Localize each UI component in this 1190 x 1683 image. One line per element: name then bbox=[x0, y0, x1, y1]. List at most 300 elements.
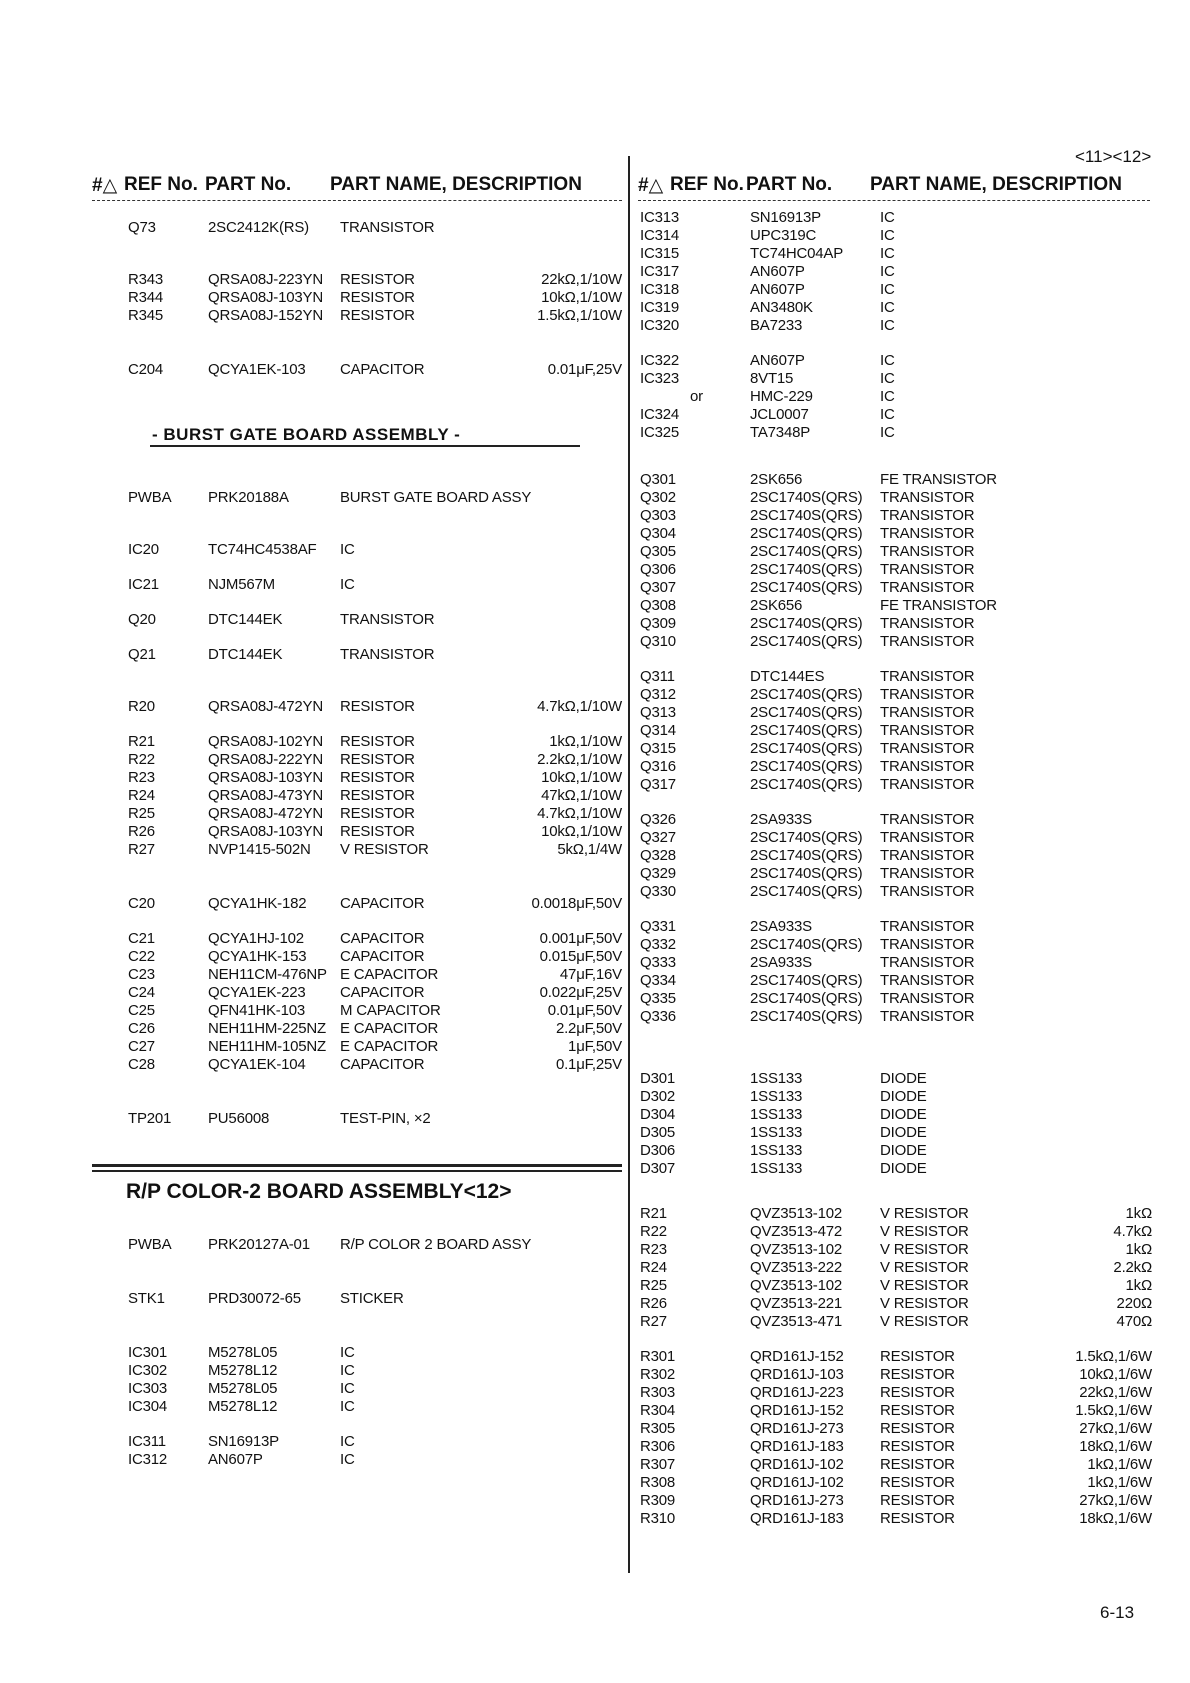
table-row bbox=[638, 543, 1152, 561]
cell-name: TRANSISTOR bbox=[880, 811, 975, 828]
cell-ref: R22 bbox=[128, 751, 155, 768]
cell-part: QVZ3513-222 bbox=[750, 1259, 843, 1276]
cell-ref: C25 bbox=[128, 1002, 155, 1019]
column-header bbox=[92, 170, 632, 200]
table-row bbox=[92, 611, 622, 629]
cell-name: V RESISTOR bbox=[880, 1223, 969, 1240]
cell-ref: C26 bbox=[128, 1020, 155, 1037]
table-row bbox=[92, 751, 622, 769]
cell-part: 2SC1740S(QRS) bbox=[750, 543, 863, 560]
cell-part: 2SC1740S(QRS) bbox=[750, 865, 863, 882]
cell-ref: Q302 bbox=[640, 489, 676, 506]
table-row bbox=[638, 1106, 1152, 1124]
cell-name: RESISTOR bbox=[880, 1492, 955, 1509]
cell-name: DIODE bbox=[880, 1070, 927, 1087]
cell-part: 2SC1740S(QRS) bbox=[750, 1008, 863, 1025]
cell-name: TRANSISTOR bbox=[880, 972, 975, 989]
header-part-name: PART NAME, DESCRIPTION bbox=[330, 174, 582, 195]
cell-desc: 10kΩ,1/10W bbox=[541, 823, 622, 840]
cell-name: TRANSISTOR bbox=[880, 990, 975, 1007]
cell-part: NEH11HM-105NZ bbox=[208, 1038, 326, 1055]
table-row bbox=[92, 219, 622, 237]
cell-ref: Q311 bbox=[640, 668, 675, 685]
table-row bbox=[638, 525, 1152, 543]
header-ref-no: REF No. bbox=[670, 174, 744, 195]
cell-part: 2SA933S bbox=[750, 954, 812, 971]
cell-ref: IC303 bbox=[128, 1380, 168, 1397]
cell-name: RESISTOR bbox=[340, 289, 415, 306]
cell-ref: Q326 bbox=[640, 811, 676, 828]
cell-name: BURST GATE BOARD ASSY bbox=[340, 489, 532, 506]
cell-name: DIODE bbox=[880, 1088, 927, 1105]
cell-ref: R24 bbox=[128, 787, 155, 804]
cell-desc: 0.0018μF,50V bbox=[531, 895, 622, 912]
cell-name: V RESISTOR bbox=[880, 1259, 969, 1276]
cell-part: 2SC1740S(QRS) bbox=[750, 489, 863, 506]
table-row bbox=[92, 1056, 622, 1074]
cell-name: TRANSISTOR bbox=[880, 936, 975, 953]
table-row bbox=[92, 289, 622, 307]
right-list bbox=[638, 201, 1152, 1528]
header-mark: #△ bbox=[92, 175, 118, 196]
cell-part: QRSA08J-473YN bbox=[208, 787, 323, 804]
cell-name: IC bbox=[880, 352, 895, 369]
table-row bbox=[638, 1241, 1152, 1259]
cell-ref: Q317 bbox=[640, 776, 676, 793]
cell-ref: R306 bbox=[640, 1438, 676, 1455]
cell-name: V RESISTOR bbox=[880, 1313, 969, 1330]
cell-name: CAPACITOR bbox=[340, 361, 425, 378]
cell-name: RESISTOR bbox=[880, 1456, 955, 1473]
table-row bbox=[638, 1295, 1152, 1313]
cell-part: AN607P bbox=[750, 352, 805, 369]
cell-part: M5278L05 bbox=[208, 1380, 278, 1397]
cell-ref: Q308 bbox=[640, 597, 676, 614]
cell-part: 2SC1740S(QRS) bbox=[750, 936, 863, 953]
cell-name: E CAPACITOR bbox=[340, 1020, 439, 1037]
cell-desc: 1kΩ bbox=[1125, 1277, 1152, 1294]
page-number: 6-13 bbox=[1100, 1603, 1135, 1622]
cell-name: IC bbox=[340, 1451, 355, 1468]
cell-ref: Q336 bbox=[640, 1008, 676, 1025]
rp-color-list bbox=[92, 1214, 622, 1469]
cell-name: TRANSISTOR bbox=[880, 615, 975, 632]
cell-ref: Q307 bbox=[640, 579, 676, 596]
cell-name: IC bbox=[880, 406, 895, 423]
cell-name: TRANSISTOR bbox=[880, 758, 975, 775]
cell-part: UPC319C bbox=[750, 227, 817, 244]
cell-name: RESISTOR bbox=[340, 769, 415, 786]
cell-ref: R21 bbox=[128, 733, 155, 750]
cell-part: QRSA08J-103YN bbox=[208, 823, 323, 840]
cell-name: RESISTOR bbox=[880, 1510, 955, 1527]
table-row bbox=[638, 489, 1152, 507]
table-row bbox=[92, 895, 622, 913]
cell-name: IC bbox=[880, 209, 895, 226]
cell-desc: 10kΩ,1/10W bbox=[541, 769, 622, 786]
cell-ref: TP201 bbox=[128, 1110, 172, 1127]
cell-part: 2SC2412K(RS) bbox=[208, 219, 309, 236]
cell-ref: Q330 bbox=[640, 883, 676, 900]
cell-name: RESISTOR bbox=[880, 1348, 955, 1365]
cell-name: TRANSISTOR bbox=[880, 633, 975, 650]
cell-ref: R26 bbox=[128, 823, 155, 840]
cell-part: QVZ3513-102 bbox=[750, 1277, 843, 1294]
cell-ref: D307 bbox=[640, 1160, 676, 1177]
cell-name: TRANSISTOR bbox=[340, 611, 435, 628]
cell-ref: IC320 bbox=[640, 317, 680, 334]
cell-part: 2SC1740S(QRS) bbox=[750, 722, 863, 739]
cell-ref: R302 bbox=[640, 1366, 676, 1383]
cell-ref: IC304 bbox=[128, 1398, 168, 1415]
cell-ref: IC325 bbox=[640, 424, 680, 441]
table-row bbox=[92, 1362, 622, 1380]
table-row bbox=[638, 1277, 1152, 1295]
cell-ref: R309 bbox=[640, 1492, 676, 1509]
cell-desc: 0.022μF,25V bbox=[539, 984, 622, 1001]
cell-part: QCYA1HK-182 bbox=[208, 895, 307, 912]
cell-name: TRANSISTOR bbox=[880, 722, 975, 739]
left-column bbox=[92, 170, 632, 1469]
cell-name: RESISTOR bbox=[880, 1438, 955, 1455]
cell-ref: IC21 bbox=[128, 576, 159, 593]
cell-name: RESISTOR bbox=[880, 1474, 955, 1491]
table-row bbox=[92, 1236, 622, 1254]
cell-part: SN16913P bbox=[208, 1433, 279, 1450]
cell-ref: Q314 bbox=[640, 722, 676, 739]
cell-part: QRD161J-102 bbox=[750, 1474, 844, 1491]
cell-name: E CAPACITOR bbox=[340, 966, 439, 983]
table-row bbox=[638, 317, 1152, 335]
table-row bbox=[638, 1259, 1152, 1277]
cell-name: DIODE bbox=[880, 1124, 927, 1141]
cell-desc: 18kΩ,1/6W bbox=[1079, 1438, 1152, 1455]
table-row bbox=[92, 698, 622, 716]
cell-part: NEH11CM-476NP bbox=[208, 966, 327, 983]
cell-part: AN607P bbox=[750, 281, 805, 298]
cell-name: TRANSISTOR bbox=[880, 918, 975, 935]
cell-name: V RESISTOR bbox=[880, 1241, 969, 1258]
cell-name: RESISTOR bbox=[340, 787, 415, 804]
cell-desc: 0.01μF,25V bbox=[547, 361, 622, 378]
table-row bbox=[638, 704, 1152, 722]
cell-name: DIODE bbox=[880, 1106, 927, 1123]
cell-name: TRANSISTOR bbox=[880, 1008, 975, 1025]
cell-name: TRANSISTOR bbox=[880, 489, 975, 506]
cell-ref: Q303 bbox=[640, 507, 676, 524]
table-row bbox=[92, 307, 622, 325]
cell-part: NVP1415-502N bbox=[208, 841, 311, 858]
cell-ref: Q335 bbox=[640, 990, 676, 1007]
cell-part: QRSA08J-472YN bbox=[208, 698, 323, 715]
cell-part: QRSA08J-472YN bbox=[208, 805, 323, 822]
table-row bbox=[638, 1438, 1152, 1456]
cell-name: TEST-PIN, ×2 bbox=[340, 1110, 431, 1127]
table-row bbox=[638, 1160, 1152, 1178]
cell-ref: R26 bbox=[640, 1295, 667, 1312]
table-row bbox=[638, 209, 1152, 227]
cell-desc: 2.2kΩ,1/10W bbox=[537, 751, 622, 768]
cell-name: RESISTOR bbox=[340, 698, 415, 715]
cell-part: QCYA1HJ-102 bbox=[208, 930, 304, 947]
table-row bbox=[638, 990, 1152, 1008]
table-row bbox=[92, 1290, 622, 1308]
cell-name: RESISTOR bbox=[340, 733, 415, 750]
cell-part: QRD161J-223 bbox=[750, 1384, 844, 1401]
cell-ref: Q333 bbox=[640, 954, 676, 971]
cell-name: TRANSISTOR bbox=[880, 704, 975, 721]
cell-ref: PWBA bbox=[128, 489, 172, 506]
cell-ref: R345 bbox=[128, 307, 164, 324]
table-row bbox=[92, 966, 622, 984]
cell-ref: D306 bbox=[640, 1142, 676, 1159]
table-row bbox=[638, 1088, 1152, 1106]
table-row bbox=[638, 722, 1152, 740]
cell-part: QVZ3513-102 bbox=[750, 1205, 843, 1222]
cell-ref: Q306 bbox=[640, 561, 676, 578]
cell-ref: IC323 bbox=[640, 370, 680, 387]
cell-part: BA7233 bbox=[750, 317, 803, 334]
cell-ref: IC314 bbox=[640, 227, 680, 244]
cell-part: SN16913P bbox=[750, 209, 821, 226]
cell-ref: Q73 bbox=[128, 219, 156, 236]
page-reference: <11><12> bbox=[1075, 147, 1152, 166]
table-row bbox=[638, 1510, 1152, 1528]
cell-ref: D301 bbox=[640, 1070, 676, 1087]
cell-desc: 470Ω bbox=[1116, 1313, 1152, 1330]
table-row bbox=[638, 936, 1152, 954]
cell-desc: 1.5kΩ,1/10W bbox=[537, 307, 622, 324]
cell-name: CAPACITOR bbox=[340, 895, 425, 912]
table-row bbox=[92, 733, 622, 751]
cell-part: QRD161J-152 bbox=[750, 1348, 844, 1365]
cell-part: QCYA1HK-153 bbox=[208, 948, 307, 965]
table-row bbox=[92, 489, 622, 507]
cell-part: PRK20127A-01 bbox=[208, 1236, 310, 1253]
table-row bbox=[638, 471, 1152, 489]
burst-gate-section-title: - BURST GATE BOARD ASSEMBLY - bbox=[152, 425, 461, 444]
cell-part: QRD161J-273 bbox=[750, 1420, 844, 1437]
cell-ref: R303 bbox=[640, 1384, 676, 1401]
column-divider bbox=[628, 156, 630, 1573]
cell-ref: Q312 bbox=[640, 686, 676, 703]
table-row bbox=[638, 1313, 1152, 1331]
cell-ref: R23 bbox=[640, 1241, 667, 1258]
cell-ref: C24 bbox=[128, 984, 155, 1001]
cell-part: QRSA08J-152YN bbox=[208, 307, 323, 324]
cell-desc: 4.7kΩ bbox=[1113, 1223, 1152, 1240]
table-row bbox=[638, 740, 1152, 758]
cell-part: 2SC1740S(QRS) bbox=[750, 883, 863, 900]
cell-name: TRANSISTOR bbox=[880, 668, 975, 685]
cell-ref: IC302 bbox=[128, 1362, 168, 1379]
table-row bbox=[92, 646, 622, 664]
cell-ref: R310 bbox=[640, 1510, 676, 1527]
cell-part: 2SC1740S(QRS) bbox=[750, 561, 863, 578]
cell-part: NEH11HM-225NZ bbox=[208, 1020, 326, 1037]
cell-part: QRD161J-183 bbox=[750, 1510, 844, 1527]
cell-ref: R24 bbox=[640, 1259, 667, 1276]
table-row bbox=[638, 865, 1152, 883]
cell-ref: D304 bbox=[640, 1106, 676, 1123]
header-part-no: PART No. bbox=[746, 174, 833, 195]
cell-part: 2SC1740S(QRS) bbox=[750, 829, 863, 846]
cell-ref: IC322 bbox=[640, 352, 680, 369]
cell-part: DTC144ES bbox=[750, 668, 825, 685]
cell-desc: 47μF,16V bbox=[559, 966, 622, 983]
header-part-no: PART No. bbox=[205, 174, 292, 195]
table-row bbox=[638, 1348, 1152, 1366]
cell-desc: 4.7kΩ,1/10W bbox=[537, 698, 622, 715]
cell-part: QRSA08J-103YN bbox=[208, 769, 323, 786]
cell-part: 2SC1740S(QRS) bbox=[750, 758, 863, 775]
cell-ref: IC318 bbox=[640, 281, 680, 298]
cell-part: QRSA08J-223YN bbox=[208, 271, 323, 288]
cell-part: NJM567M bbox=[208, 576, 275, 593]
cell-name: TRANSISTOR bbox=[340, 219, 435, 236]
header-mark: #△ bbox=[638, 175, 664, 196]
cell-desc: 1kΩ bbox=[1125, 1205, 1152, 1222]
cell-part: 2SC1740S(QRS) bbox=[750, 579, 863, 596]
cell-part: QCYA1EK-103 bbox=[208, 361, 306, 378]
cell-name: V RESISTOR bbox=[880, 1205, 969, 1222]
cell-part: PRK20188A bbox=[208, 489, 289, 506]
table-row bbox=[638, 561, 1152, 579]
cell-ref: Q313 bbox=[640, 704, 676, 721]
cell-ref: D302 bbox=[640, 1088, 676, 1105]
table-row bbox=[638, 245, 1152, 263]
cell-ref: C28 bbox=[128, 1056, 155, 1073]
cell-ref: IC311 bbox=[128, 1433, 166, 1450]
table-row bbox=[638, 1420, 1152, 1438]
cell-name: IC bbox=[340, 1380, 355, 1397]
cell-desc: 1.5kΩ,1/6W bbox=[1075, 1348, 1152, 1365]
cell-desc: 1kΩ,1/6W bbox=[1087, 1474, 1152, 1491]
table-row bbox=[638, 1142, 1152, 1160]
table-row bbox=[92, 1451, 622, 1469]
cell-ref: R304 bbox=[640, 1402, 676, 1419]
cell-name: RESISTOR bbox=[880, 1384, 955, 1401]
table-row bbox=[92, 361, 622, 379]
table-row bbox=[92, 984, 622, 1002]
cell-ref: R344 bbox=[128, 289, 164, 306]
cell-name: TRANSISTOR bbox=[880, 579, 975, 596]
table-row bbox=[638, 615, 1152, 633]
cell-desc: 10kΩ,1/6W bbox=[1079, 1366, 1152, 1383]
table-row bbox=[92, 841, 622, 859]
table-row bbox=[638, 1402, 1152, 1420]
cell-name: IC bbox=[880, 388, 895, 405]
cell-name: TRANSISTOR bbox=[880, 847, 975, 864]
cell-ref: Q309 bbox=[640, 615, 676, 632]
cell-desc: 47kΩ,1/10W bbox=[541, 787, 622, 804]
cell-name: TRANSISTOR bbox=[340, 646, 435, 663]
cell-part: QRD161J-103 bbox=[750, 1366, 844, 1383]
cell-name: IC bbox=[340, 1398, 355, 1415]
cell-part: QVZ3513-102 bbox=[750, 1241, 843, 1258]
cell-desc: 27kΩ,1/6W bbox=[1079, 1420, 1152, 1437]
cell-name: RESISTOR bbox=[880, 1402, 955, 1419]
cell-part: QVZ3513-471 bbox=[750, 1313, 843, 1330]
cell-ref: R308 bbox=[640, 1474, 676, 1491]
table-row bbox=[92, 930, 622, 948]
right-column bbox=[638, 170, 1158, 1528]
table-row bbox=[92, 1433, 622, 1451]
table-row bbox=[638, 686, 1152, 704]
cell-desc: 1kΩ,1/6W bbox=[1087, 1456, 1152, 1473]
table-row bbox=[92, 823, 622, 841]
cell-desc: 0.1μF,25V bbox=[555, 1056, 622, 1073]
burst-gate-list bbox=[92, 447, 622, 1128]
cell-ref: IC319 bbox=[640, 299, 680, 316]
cell-ref: Q316 bbox=[640, 758, 676, 775]
cell-ref: IC20 bbox=[128, 541, 159, 558]
cell-part: 2SC1740S(QRS) bbox=[750, 704, 863, 721]
table-row bbox=[638, 370, 1152, 388]
cell-name: IC bbox=[880, 281, 895, 298]
cell-name: DIODE bbox=[880, 1160, 927, 1177]
cell-name: TRANSISTOR bbox=[880, 865, 975, 882]
table-row bbox=[638, 776, 1152, 794]
cell-ref: Q315 bbox=[640, 740, 676, 757]
cell-name: TRANSISTOR bbox=[880, 686, 975, 703]
cell-ref: C20 bbox=[128, 895, 155, 912]
cell-part: QRD161J-273 bbox=[750, 1492, 844, 1509]
cell-name: V RESISTOR bbox=[880, 1277, 969, 1294]
cell-ref: C23 bbox=[128, 966, 155, 983]
cell-part: TA7348P bbox=[750, 424, 811, 441]
table-row bbox=[638, 954, 1152, 972]
cell-ref: PWBA bbox=[128, 1236, 172, 1253]
cell-part: M5278L05 bbox=[208, 1344, 278, 1361]
cell-desc: 2.2μF,50V bbox=[555, 1020, 622, 1037]
cell-desc: 220Ω bbox=[1116, 1295, 1152, 1312]
cell-ref: R25 bbox=[128, 805, 155, 822]
cell-name: TRANSISTOR bbox=[880, 954, 975, 971]
cell-ref: Q334 bbox=[640, 972, 676, 989]
cell-desc: 1kΩ bbox=[1125, 1241, 1152, 1258]
cell-ref: C21 bbox=[128, 930, 155, 947]
cell-part: TC74HC4538AF bbox=[208, 541, 317, 558]
cell-part: DTC144EK bbox=[208, 646, 283, 663]
cell-part: 2SK656 bbox=[750, 471, 803, 488]
cell-name: R/P COLOR 2 BOARD ASSY bbox=[340, 1236, 532, 1253]
table-row bbox=[638, 1492, 1152, 1510]
table-row bbox=[638, 1366, 1152, 1384]
cell-part: 2SC1740S(QRS) bbox=[750, 633, 863, 650]
cell-ref: Q331 bbox=[640, 918, 676, 935]
cell-part: 2SK656 bbox=[750, 597, 803, 614]
cell-part: TC74HC04AP bbox=[750, 245, 844, 262]
table-row bbox=[92, 948, 622, 966]
cell-name: FE TRANSISTOR bbox=[880, 471, 997, 488]
left-top-list bbox=[92, 201, 622, 379]
table-row bbox=[638, 507, 1152, 525]
cell-ref: R20 bbox=[128, 698, 155, 715]
cell-part: QRD161J-152 bbox=[750, 1402, 844, 1419]
cell-name: IC bbox=[340, 1433, 355, 1450]
table-row bbox=[638, 1070, 1152, 1088]
cell-part: 2SA933S bbox=[750, 918, 812, 935]
cell-name: TRANSISTOR bbox=[880, 525, 975, 542]
table-row bbox=[638, 1384, 1152, 1402]
cell-name: IC bbox=[880, 245, 895, 262]
cell-ref: R343 bbox=[128, 271, 164, 288]
cell-part: QRSA08J-102YN bbox=[208, 733, 323, 750]
cell-ref: Q301 bbox=[640, 471, 676, 488]
cell-part: M5278L12 bbox=[208, 1398, 278, 1415]
cell-desc: 1μF,50V bbox=[568, 1038, 622, 1055]
